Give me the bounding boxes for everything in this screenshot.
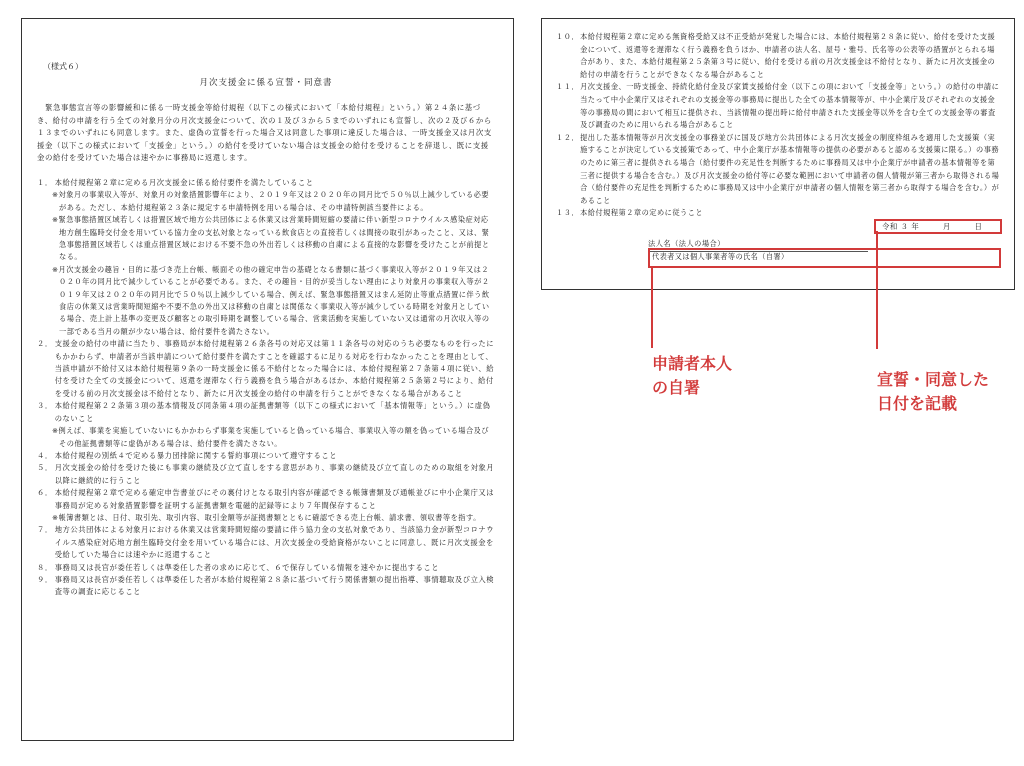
item-text: 事務局又は長官が委任若しくは準委任した者が本給付規程第２８条に基づいて行う関係書類の提出指導、事情聴取及び立入検査等の調査に応じること — [54, 574, 495, 597]
item-text: 支援金の給付の申請に当たり、事務局が本給付規程第２６条各号の対応又は第１１条各号の対応のうち必要なものを行ったにもかかわらず、申請者が当該申請について給付要件を満たすことを確認するに足りる対応を行わなかったことを理由として、当該申請が不給付又は本給付規程第９条の一時支援金に係る不給付となった場合には、本給付規程第２７条第４項に従い、給付を受けた全ての支援金について、返還を遅滞なく行う義務を負う場合があるほか、本給付規程第２５条第２号により、給付を受ける前の月次支援金は不給付となり、新たに月次支援金の給付の申請を行うことができなくなる場合があること — [54, 339, 495, 398]
intro-paragraph: 緊急事態宣言等の影響緩和に係る一時支援金等給付規程（以下この様式において「本給付規程」という。）第２４条に基づき、給付の申請を行う全ての対象月分の月次支援金について、次の１及び３から５までのいずれにも宣誓し、次の２及び６から１３までのいずれにも同意します。また、虚偽の宣誓を行った場合又は同意した事項に違反した場合は、一時支援金又は月次支援金（以下この様式において「支援金」という。）の給付を受けていない場合は支援金の給付を受けることを辞退し、既に支援金の給付を受けていた場合は速やかに事務局に返還します。 — [37, 103, 492, 163]
document-title: 月次支援金に係る宣誓・同意書 — [199, 78, 333, 88]
item-note: ※例えば、事業を実施していないにもかかわらず事業を実施していると偽っている場合、事業収入等の額を偽っている場合及びその他証拠書類等に虚偽がある場合は、給付要件を満たさない。 — [52, 426, 490, 448]
consent-item-list — [556, 31, 1000, 220]
pledge-item — [37, 562, 495, 574]
item-text: 月次支援金、一時支援金、持続化給付金及び家賃支援給付金（以下この項において「支援金等」という。）の給付の申請に当たって中小企業庁又はそれぞれの支援金等の事務局に提出した全ての基本情報等が、中小企業庁及びそれぞれの支援金等の事務局の間において相互に提供され、当該情報の提出時に給付申請された支援金等以外を含む全ての支援金等の審査及び調査のために用いられる場合があること — [580, 82, 1000, 130]
pledge-item-list — [37, 177, 495, 599]
pledge-item — [37, 177, 495, 338]
pledge-item — [37, 462, 495, 487]
signature-callout — [652, 352, 732, 400]
item-text: 提出した基本情報等が月次支援金の事務並びに国及び地方公共団体による月次支援金の制度枠組みを適用した支援策（実施することが決定している支援策であって、中小企業庁が基本情報等の提供の必要があると認める支援策に限る。）の事務のために第三者に提供される場合（給付要件の充足性を判断するために事務局又は中小企業庁が申請者の基本情報等を第三者に提供する場合を含む。）及び月次支援金の給付等に必要な範囲において申請者の個人情報が第三者から取得される場合（給付要件の充足性を判断するために事務局又は中小企業庁が申請者の個人情報を第三者から取得する場合を含む。）があること — [580, 132, 1000, 205]
item-number: ９． — [37, 574, 53, 584]
consent-item — [556, 132, 1000, 208]
pledge-item — [37, 450, 495, 462]
item-text: 事務局又は長官が委任若しくは準委任した者の求めに応じて、６で保存している情報を速やかに提出すること — [54, 562, 440, 572]
signature-callout-leader — [651, 266, 653, 348]
signature-callout-line-1: 申請者本人 — [652, 354, 733, 373]
pledge-consent-form-page-1 — [21, 18, 514, 741]
item-number: ８． — [37, 562, 53, 572]
item-text: 本給付規程第２章に定める無資格受給又は不正受給が発覚した場合には、本給付規程第２８条に従い、給付を受けた支援金について、返還等を遅滞なく行う義務を負うほか、申請者の法人名、屋号・雅号、氏名等の公表等の措置がとられる場合があり、また、本給付規程第２５条第３号に従い、給付を受ける前の月次支援金は不給付となり、新たに月次支援金の給付の申請を行うことができなくなる場合があること — [580, 32, 996, 79]
item-number: １． — [37, 177, 53, 187]
item-number: ５． — [37, 463, 53, 473]
pledge-consent-form-page-2 — [541, 18, 1015, 290]
item-note: ※月次支援金の趣旨・目的に基づき売上台帳、帳面その他の確定申告の基礎となる書類に基づく事業収入等が２０１９年又は２０２０年の同月比で減少していることが必要である。また、その趣旨・目的が妥当しない理由により対象月の事業収入等が２０１９年又は２０２０年の同月比で５０％以上減少している場合、例えば、緊急事態措置又はまん延防止等重点措置に伴う飲食店の休業又は営業時間短縮や不要不急の外出又は移動の自粛とは関係なく事業収入等が減少している時期を対象月としている場合、売上計上基準の変更及び顧客との取引時期を調整している場合、営業活動を実施していない又は通常の月次収入等の一部である当月の額が少ない場合は、給付要件を満たさない。 — [52, 264, 490, 336]
item-text: 本給付規程第２章の定めに従うこと — [580, 208, 704, 218]
item-number: １１． — [556, 82, 580, 92]
item-number: ３． — [37, 401, 53, 411]
item-text: 本給付規程第２章で定める確定申告書並びにその裏付けとなる取引内容が確認できる帳簿書類及び通帳並びに中小企業庁又は事務局が定める対象措置影響を証明する証拠書類を電磁的記録等により７年間保存すること — [54, 488, 495, 510]
item-text: 本給付規程の別紙４で定める暴力団排除に関する誓約事項について遵守すること — [54, 450, 338, 460]
pledge-item — [37, 574, 495, 599]
item-note: ※帳簿書類とは、日付、取引先、取引内容、取引金額等が証拠書類とともに確認できる売上台帳、請求書、領収書等を指す。 — [52, 512, 481, 522]
date-field-highlight: 令和 ３ 年 月 日 — [874, 219, 1002, 234]
item-number: １０． — [556, 32, 580, 41]
signature-field-highlight: 代表者又は個人事業者等の氏名（自署） — [648, 248, 1001, 268]
item-text: 本給付規程第２章に定める月次支援金に係る給付要件を満たしていること — [54, 177, 314, 187]
item-text: 月次支援金の給付を受けた後にも事業の継続及び立て直しをする意思があり、事業の継続及び立て直しのための取組を対象月以降に継続的に行うこと — [54, 463, 495, 485]
item-number: １３． — [556, 208, 580, 218]
date-callout — [877, 368, 989, 416]
date-callout-line-2: 日付を記載 — [877, 394, 958, 413]
item-text: 本給付規程第２２条第３項の基本情報及び同条第４項の証拠書類等（以下この様式において「基本情報等」という。）に虚偽のないこと — [54, 401, 491, 423]
form-number-label: （様式６） — [43, 62, 83, 71]
consent-item — [556, 31, 1000, 81]
pledge-item — [37, 487, 495, 524]
signature-callout-line-2: の自署 — [652, 378, 701, 397]
item-number: ７． — [37, 525, 53, 535]
item-note: ※緊急事態措置区域若しくは措置区域で地方公共団体による休業又は営業時間短縮の要請に伴い新型コロナウイルス感染症対応地方創生臨時交付金を用いている協力金の支払対象となっている飲食店との直接若しくは間接の取引があったこと、又は、緊急事態措置区域若しくは重点措置区域における不要不急の外出若しくは移動の自粛による直接的な影響を受けたことが前提となる。 — [52, 215, 490, 262]
item-number: １２． — [556, 132, 580, 142]
pledge-item — [37, 400, 495, 450]
pledge-item — [37, 338, 495, 400]
item-number: ６． — [37, 488, 53, 498]
date-callout-line-1: 宣誓・同意した — [877, 370, 990, 389]
date-callout-leader — [876, 231, 878, 349]
item-number: ２． — [37, 339, 53, 349]
corporation-name-label: 法人名（法人の場合） — [648, 239, 725, 248]
pledge-item — [37, 524, 495, 561]
item-text: 地方公共団体による対象月における休業又は営業時間短縮の要請に伴う協力金の支払対象であり、当該協力金が新型コロナウイルス感染症対応地方創生臨時交付金を用いている場合には、月次支援金の受給資格がないことに同意し、既に月次支援金を受給していた場合には速やかに返還すること — [54, 525, 495, 560]
consent-item — [556, 81, 1000, 131]
item-number: ４． — [37, 450, 53, 460]
item-note: ※対象月の事業収入等が、対象月の対象措置影響年により、２０１９年又は２０２０年の同月比で５０％以上減少している必要がある。ただし、本給付規程第２３条に規定する申請特例を用いる場合は、その申請特例該当要件による。 — [52, 190, 490, 212]
